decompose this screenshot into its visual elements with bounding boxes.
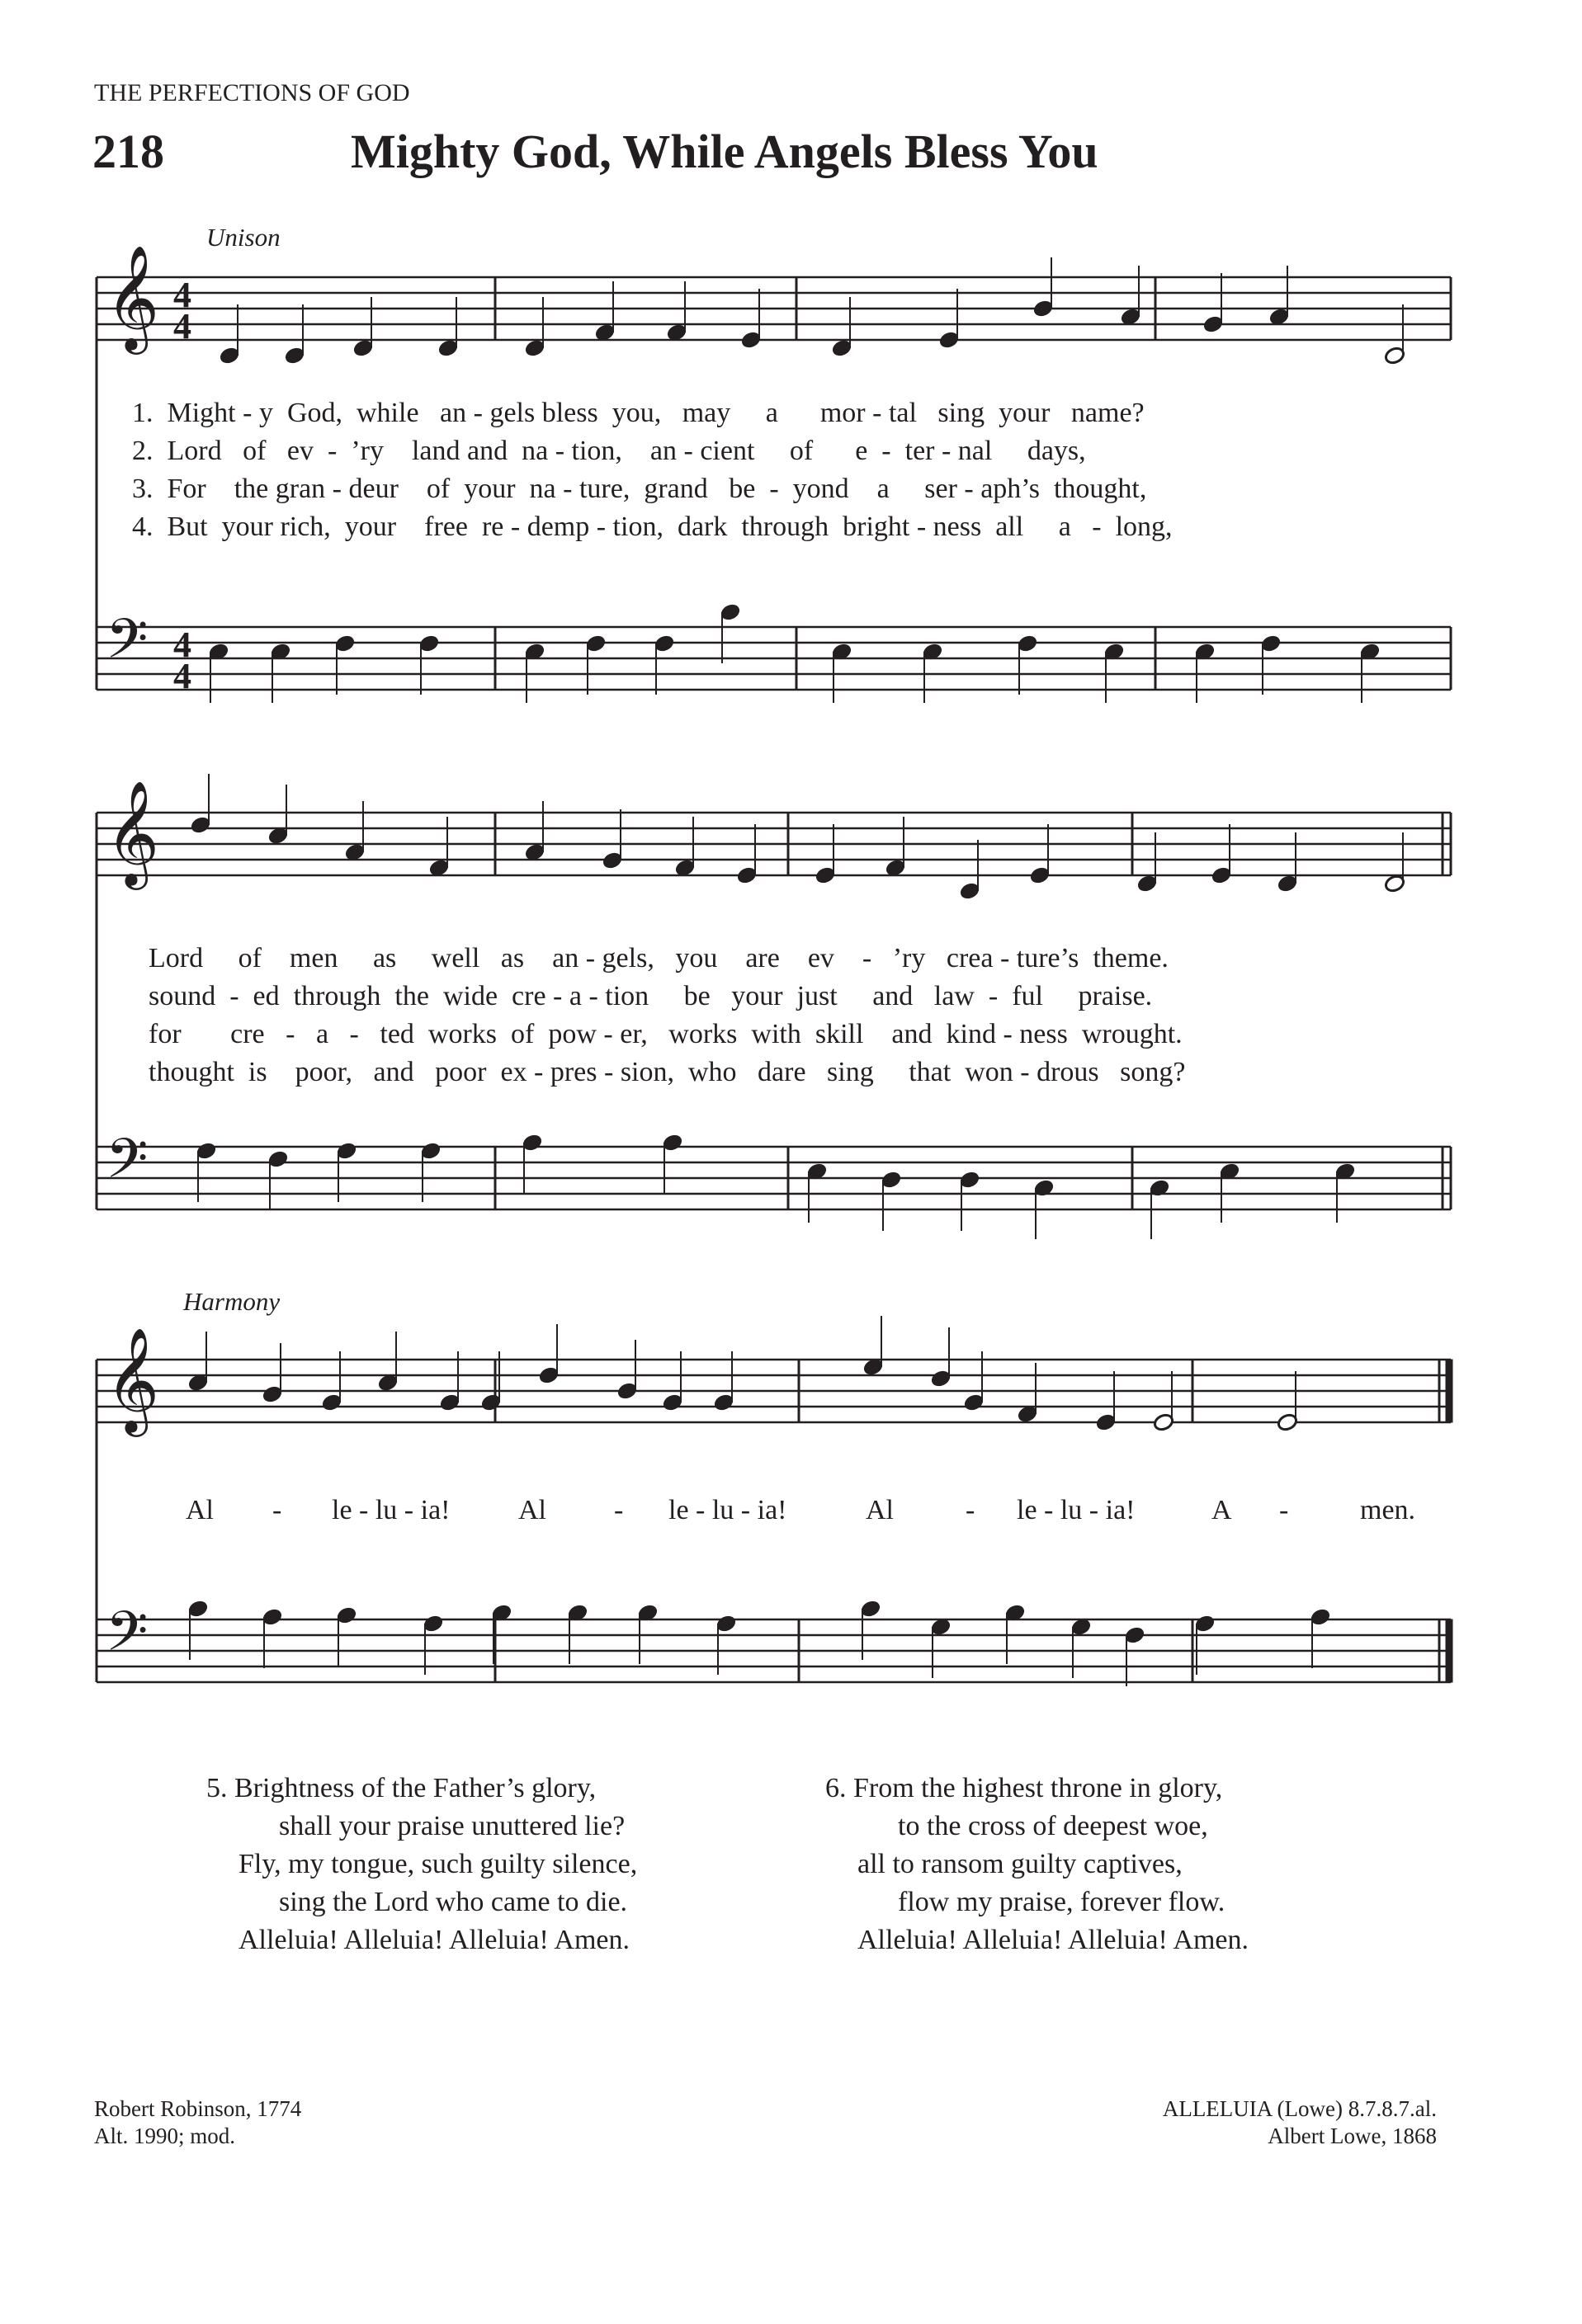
- verse-2-text: 2. Lord of ev - ’ry land and na - tion, an - cient of e - ter - nal days,: [132, 436, 1086, 466]
- verse-5-line-4: sing the Lord who came to die.: [279, 1887, 628, 1917]
- hymn-title: Mighty God, While Angels Bless You: [351, 125, 1098, 178]
- verse-3-line-system1: [132, 474, 1146, 505]
- verse-5-block: [206, 1770, 637, 1959]
- svg-text:𝄢: 𝄢: [106, 1127, 149, 1204]
- refrain-syllable: le - lu - ia!: [1017, 1495, 1136, 1525]
- hymn-number: 218: [92, 125, 164, 178]
- tune-credits: [1163, 2095, 1437, 2150]
- svg-text:4: 4: [173, 656, 191, 696]
- verse-4-line-system1: [132, 511, 1173, 543]
- verse-6-block: [825, 1770, 1249, 1959]
- svg-text:4: 4: [173, 625, 191, 665]
- verse-4-text: thought is poor, and poor ex - pres - sion, who dare sing that won - drous song?: [149, 1057, 1186, 1087]
- verse-1-text: 1. Might - y God, while an - gels bless you, may a mor - tal sing your name?: [132, 398, 1145, 428]
- direction-harmony: Harmony: [183, 1287, 281, 1316]
- refrain-syllable: Al: [518, 1495, 546, 1525]
- verse-6-line-1: 6. From the highest throne in glory,: [825, 1773, 1223, 1803]
- verse-1-line-system1: [132, 398, 1145, 429]
- refrain-syllable: -: [1279, 1495, 1289, 1525]
- tune-name: ALLELUIA (Lowe) 8.7.8.7.al.: [1162, 2096, 1437, 2121]
- verse-3-line-system2: [149, 1019, 1183, 1050]
- refrain-syllable: le - lu - ia!: [332, 1495, 451, 1525]
- svg-text:𝄞: 𝄞: [106, 244, 160, 350]
- verse-1-line-system2: [149, 943, 1169, 974]
- verse-2-line-system2: [149, 981, 1152, 1012]
- svg-text:𝄢: 𝄢: [106, 607, 149, 684]
- refrain-syllable: -: [272, 1495, 282, 1525]
- text-author: Robert Robinson, 1774: [94, 2096, 302, 2121]
- svg-text:4: 4: [173, 275, 191, 315]
- refrain-syllable: A: [1211, 1495, 1232, 1525]
- verse-2-line-system1: [132, 436, 1086, 467]
- verse-3-text: 3. For the gran - deur of your na - ture, grand be - yond a ser - aph’s thought,: [132, 474, 1147, 504]
- refrain-syllable: le - lu - ia!: [668, 1495, 787, 1525]
- verse-6-line-3: all to ransom guilty captives,: [857, 1849, 1183, 1879]
- text-alteration: Alt. 1990; mod.: [94, 2124, 236, 2148]
- text-credits: [94, 2095, 301, 2150]
- refrain-syllable: -: [966, 1495, 975, 1525]
- verse-2-text: sound - ed through the wide cre - a - tion be your just and law - ful praise.: [149, 981, 1153, 1011]
- section-header: THE PERFECTIONS OF GOD: [94, 79, 410, 106]
- verse-4-line-system2: [149, 1057, 1185, 1088]
- composer: Albert Lowe, 1868: [1268, 2124, 1437, 2148]
- svg-text:𝄞: 𝄞: [106, 1327, 160, 1432]
- verse-5-line-5: Alleluia! Alleluia! Alleluia! Amen.: [238, 1925, 630, 1955]
- verse-5-line-3: Fly, my tongue, such guilty silence,: [238, 1849, 638, 1879]
- refrain-syllable: Al: [186, 1495, 214, 1525]
- svg-text:4: 4: [173, 306, 191, 346]
- verse-6-line-2: to the cross of deepest woe,: [898, 1811, 1208, 1841]
- svg-text:𝄞: 𝄞: [106, 780, 160, 885]
- verse-1-text: Lord of men as well as an - gels, you are ev - ’ry crea - ture’s theme.: [149, 943, 1169, 973]
- refrain-syllable: men.: [1360, 1495, 1416, 1525]
- verse-5-line-2: shall your praise unuttered lie?: [279, 1811, 626, 1841]
- verse-6-line-5: Alleluia! Alleluia! Alleluia! Amen.: [857, 1925, 1249, 1955]
- verse-5-line-1: 5. Brightness of the Father’s glory,: [206, 1773, 597, 1803]
- refrain-syllable: -: [614, 1495, 624, 1525]
- verse-6-line-4: flow my praise, forever flow.: [898, 1887, 1225, 1917]
- svg-text:𝄢: 𝄢: [106, 1600, 149, 1676]
- refrain-syllable: Al: [866, 1495, 894, 1525]
- direction-unison: Unison: [206, 223, 281, 252]
- verse-4-text: 4. But your rich, your free re - demp - tion, dark through bright - ness all a - long,: [132, 511, 1173, 542]
- verse-3-text: for cre - a - ted works of pow - er, works with skill and kind - ness wrought.: [149, 1019, 1183, 1049]
